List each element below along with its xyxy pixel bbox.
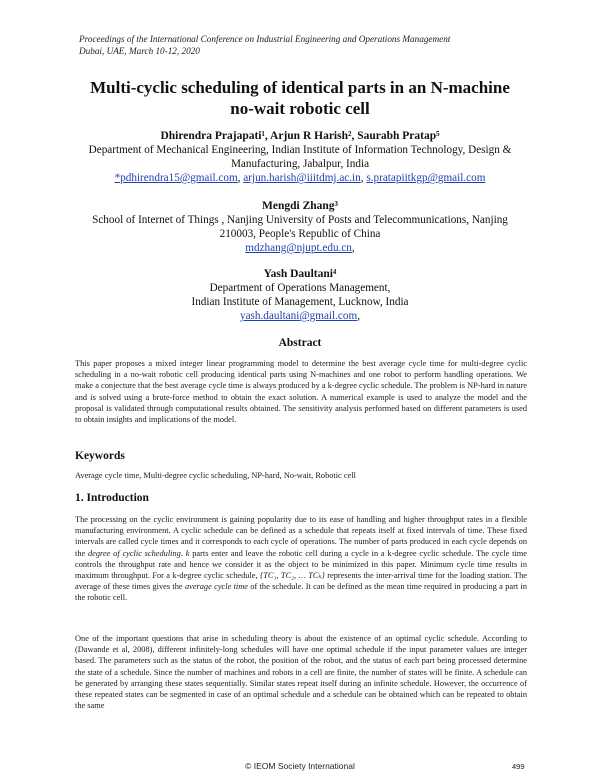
email-link-1[interactable]: *pdhirendra15@gmail.com — [114, 172, 238, 184]
affiliation-2-line-1: School of Internet of Things , Nanjing University of Posts and Telecommunications, Nanjing — [92, 214, 508, 226]
affiliation-3-line-1: Department of Operations Management, — [209, 282, 391, 294]
author-name-3: Yash Daultani⁴ — [263, 268, 337, 280]
author-block-1 — [60, 129, 540, 185]
emails-2 — [60, 241, 540, 255]
intro-paragraph-2: One of the important questions that arise in scheduling theory is about the existence of an optimal cyclic schedule. According to (Dawande et al, 2008), different infinitely-long schedules will have one optimal schedule if the input parameter values are integer based. The parameters such as the status of the robot, the position of the robot, and the status of each part being processed determine the state of a schedule. Since the number of machines and robots in a cell are finite, the number of states will be finite. A schedule can be generated by arranging these states sequentially. Similar states repeat itself during an infinite schedule. However, the occurrence of these repeated states can be segmented in case of an optimal schedule and a schedule can be obtained which can be repeated to obtain the same — [75, 634, 527, 711]
intro-p1-text-e: of the schedule. It can be defined as the mean time required in producing a part in the robotic cell. — [75, 582, 528, 603]
email-link-3[interactable]: s.pratapiitkgp@gmail.com — [366, 172, 486, 184]
affiliation-1-line-1: Department of Mechanical Engineering, Indian Institute of Information Technology, Design & — [88, 144, 512, 156]
email-link-5[interactable]: yash.daultani@gmail.com — [240, 310, 358, 322]
author-block-3 — [60, 267, 540, 323]
intro-p1-text-a: The processing on the cyclic environment is gaining popularity due to its ease of handling and higher throughput rates in a flexible manufacturing environment. A cyclic schedule can be defined as a schedule that repeats itself at fixed intervals of time. These fixed intervals are called cycle times and it corresponds to each cycle of operations. The number of parts produced in each cycle depends on the — [75, 515, 527, 558]
affiliation-2-line-2: 210003, People's Republic of China — [219, 228, 381, 240]
title-line-1: Multi-cyclic scheduling of identical parts in an N-machine — [90, 78, 510, 97]
intro-paragraph-1 — [75, 514, 527, 604]
intro-p1-emphasis-3: average cycle time — [184, 582, 248, 592]
abstract-text: This paper proposes a mixed integer linear programming model to determine the best average cycle time for multi-degree cyclic scheduling in a no-wait robotic cell producing identical parts using N-machines and one robot to perform handling operations. We make a conjecture that the best average cycle time is always produced by a k-degree cyclic schedule. The problem is NP-hard in nature and is solved using a brute-force method to obtain the exact solution. A numerical example is used to analyze the model and the proposal is validated through computational results obtained. The sensitivity analysis performed based on different parameters is used to obtain insights and implications of the model. — [75, 359, 527, 425]
keywords-heading: Keywords — [75, 450, 125, 462]
intro-p1-math: {TC₁, TC₂, … TCₖ} — [259, 571, 325, 581]
introduction-heading: 1. Introduction — [75, 492, 149, 504]
author-name-2: Mengdi Zhang³ — [262, 200, 338, 212]
footer-copyright: © IEOM Society International — [245, 761, 355, 771]
email-trail: , — [357, 310, 360, 322]
abstract-heading: Abstract — [278, 337, 322, 349]
affiliation-3-line-2: Indian Institute of Management, Lucknow, India — [191, 296, 409, 308]
paper-title — [60, 77, 540, 119]
emails-1 — [60, 171, 540, 185]
email-link-2[interactable]: arjun.harish@iiitdmj.ac.in — [243, 172, 361, 184]
intro-p1-text-d: represents the inter-arrival time for the loading station. The average of these times gives the — [75, 571, 527, 592]
affiliation-1-line-2: Manufacturing, Jabalpur, India — [230, 158, 370, 170]
email-separator: , — [360, 172, 367, 184]
title-line-2: no-wait robotic cell — [230, 99, 370, 118]
intro-p1-emphasis-2: k — [185, 548, 190, 558]
keywords-text: Average cycle time, Multi-degree cyclic scheduling, NP-hard, No-wait, Robotic cell — [75, 471, 356, 480]
email-separator: , — [237, 172, 244, 184]
author-block-2 — [60, 199, 540, 255]
author-names-1: Dhirendra Prajapati¹, Arjun R Harish², Saurabh Pratap⁵ — [160, 130, 440, 142]
running-header — [79, 33, 450, 57]
page-number: 499 — [512, 762, 525, 771]
intro-p1-emphasis-1: degree of cyclic scheduling — [87, 548, 181, 558]
emails-3 — [60, 309, 540, 323]
header-line-2: Dubai, UAE, March 10-12, 2020 — [79, 46, 200, 56]
email-link-4[interactable]: mdzhang@njupt.edu.cn — [245, 242, 352, 254]
intro-p1-text-c: parts enter and leave the robotic cell during a cycle in a k-degree cyclic schedule. The cycle time controls the throughput rate and hence we consider it as the object to be minimized in this paper. Minimum cycle time results in maximum throughput. For a k-degree cyclic schedule, — [75, 548, 528, 581]
email-trail: , — [351, 242, 355, 254]
intro-p1-text-b: . — [180, 548, 186, 558]
header-line-1: Proceedings of the International Conference on Industrial Engineering and Operations Management — [79, 34, 451, 44]
